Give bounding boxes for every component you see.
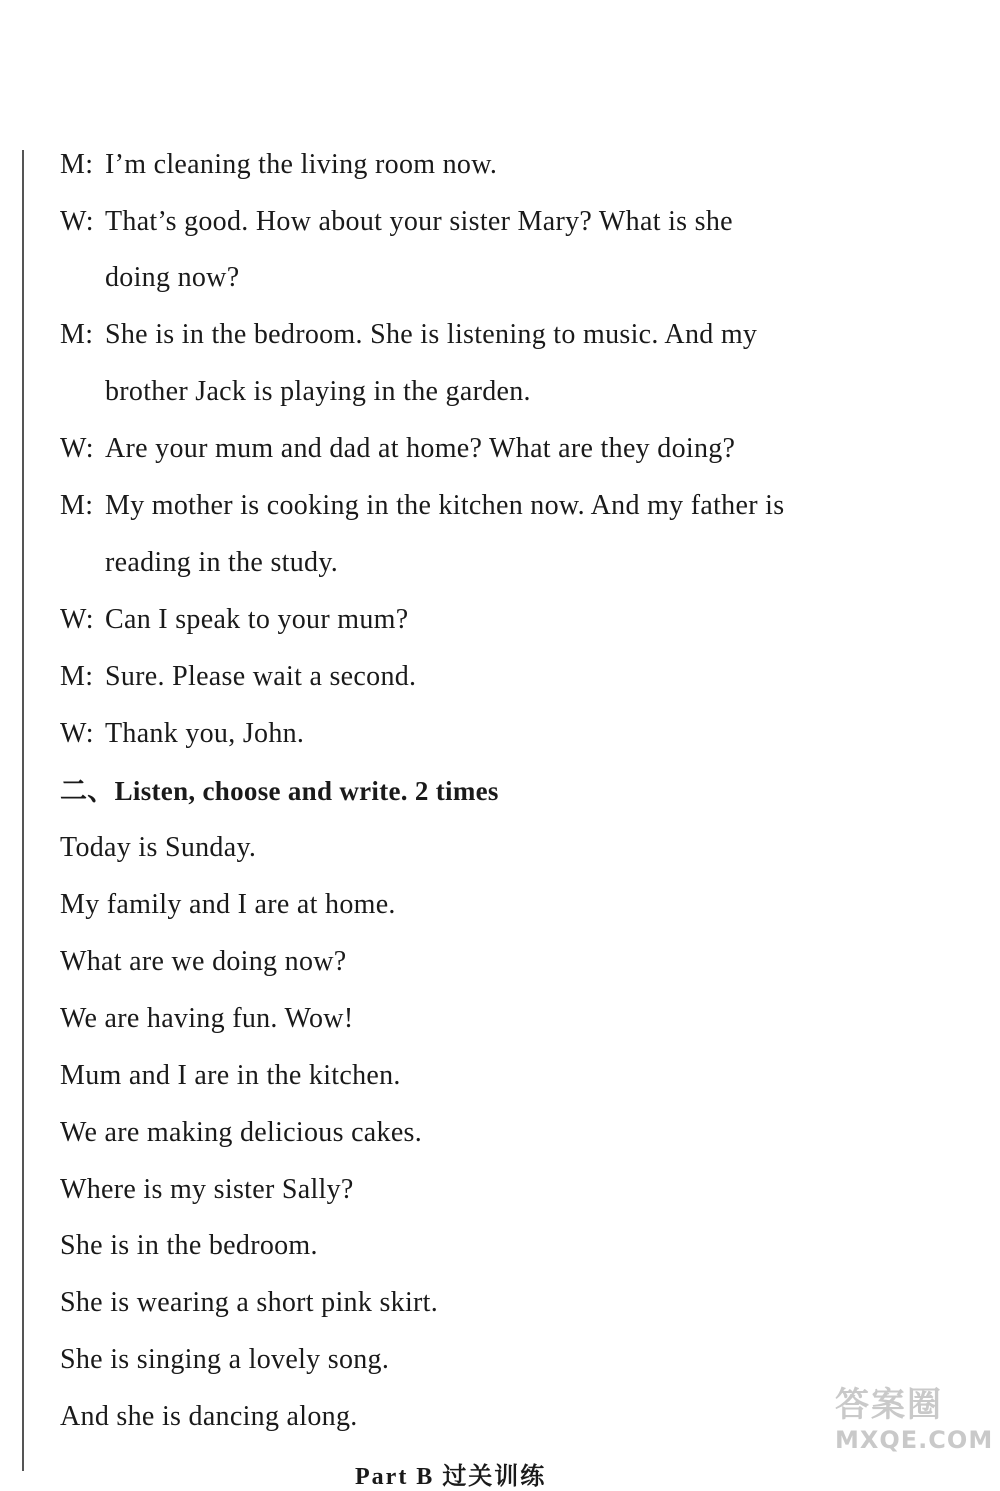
passage-line: And she is dancing along. bbox=[60, 1401, 358, 1432]
next-section-heading: Part B 过关训练 bbox=[355, 1464, 547, 1490]
dialogue-text: She is in the bedroom. She is listening to music. And my bbox=[105, 319, 758, 350]
passage-line: We are having fun. Wow! bbox=[60, 1003, 354, 1034]
passage-line: We are making delicious cakes. bbox=[60, 1117, 423, 1148]
dialogue-text: Thank you, John. bbox=[105, 718, 305, 749]
dialogue-line-7 bbox=[60, 660, 416, 694]
dialogue-line-3 bbox=[60, 318, 757, 352]
speaker-label: W: bbox=[60, 206, 94, 237]
speaker-label: W: bbox=[60, 433, 94, 464]
dialogue-text: That’s good. How about your sister Mary? What is she bbox=[105, 206, 733, 237]
speaker-label: W: bbox=[60, 718, 94, 749]
passage-line: She is singing a lovely song. bbox=[60, 1344, 390, 1375]
passage-line: Today is Sunday. bbox=[60, 832, 257, 863]
dialogue-line-3-cont: brother Jack is playing in the garden. bbox=[105, 376, 531, 407]
passage-line: Mum and I are in the kitchen. bbox=[60, 1060, 401, 1091]
dialogue-text: Sure. Please wait a second. bbox=[105, 661, 417, 692]
dialogue-line-2 bbox=[60, 205, 733, 239]
passage-line: She is wearing a short pink skirt. bbox=[60, 1287, 439, 1318]
dialogue-text: My mother is cooking in the kitchen now. And my father is bbox=[105, 490, 785, 521]
dialogue-line-4 bbox=[60, 432, 735, 466]
dialogue-line-8 bbox=[60, 717, 304, 751]
speaker-label: W: bbox=[60, 604, 94, 635]
watermark-text-bottom: MXQE.COM bbox=[835, 1426, 994, 1454]
dialogue-line-2-cont: doing now? bbox=[105, 262, 240, 293]
dialogue-line-5 bbox=[60, 489, 784, 523]
section-heading: 二、Listen, choose and write. 2 times bbox=[60, 776, 499, 806]
dialogue-line-5-cont: reading in the study. bbox=[105, 547, 339, 578]
watermark-text-top: 答案圈 bbox=[835, 1385, 943, 1425]
passage-line: She is in the bedroom. bbox=[60, 1230, 318, 1261]
dialogue-text: Are your mum and dad at home? What are they doing? bbox=[105, 433, 736, 464]
passage-line: My family and I are at home. bbox=[60, 889, 396, 920]
margin-rule bbox=[22, 150, 24, 1471]
speaker-label: M: bbox=[60, 319, 94, 350]
dialogue-line-1 bbox=[60, 148, 497, 182]
dialogue-line-6 bbox=[60, 603, 408, 637]
speaker-label: M: bbox=[60, 149, 94, 180]
dialogue-text: Can I speak to your mum? bbox=[105, 604, 409, 635]
passage-line: Where is my sister Sally? bbox=[60, 1174, 354, 1205]
dialogue-text: I’m cleaning the living room now. bbox=[105, 149, 498, 180]
speaker-label: M: bbox=[60, 661, 94, 692]
passage-line: What are we doing now? bbox=[60, 946, 347, 977]
speaker-label: M: bbox=[60, 490, 94, 521]
watermark-logo bbox=[835, 1385, 994, 1461]
